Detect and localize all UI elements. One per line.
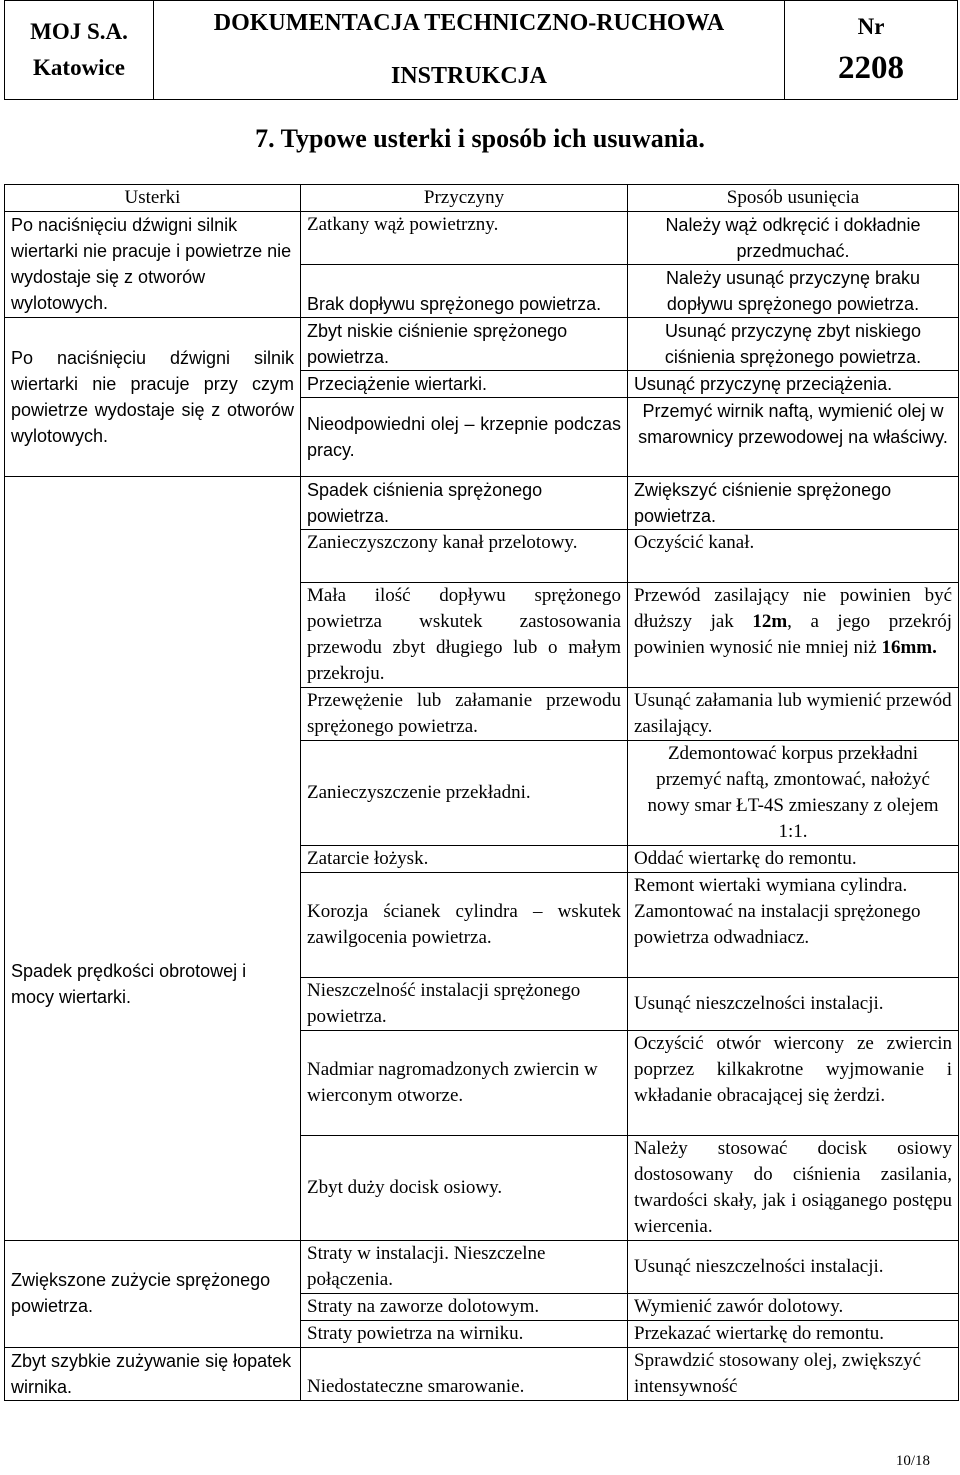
remedy-cell: Usunąć nieszczelności instalacji. <box>628 1241 959 1294</box>
table-row <box>5 212 959 265</box>
max-hose-length: 12m <box>752 611 788 632</box>
company-city: Katowice <box>33 55 125 80</box>
doc-number-cell <box>785 1 958 100</box>
fault-cell: Po naciśnięciu dźwigni silnik wiertarki nie pracuje i powietrze nie wydostaje się z otworów wylotowych. <box>5 212 301 318</box>
remedy-cell: Zdemontować korpus przekładni przemyć naftą, zmontować, nałożyć nowy smar ŁT-4S zmieszany z olejem 1:1. <box>628 741 959 846</box>
fault-cell: Po naciśnięciu dźwigni silnik wiertarki nie pracuje przy czym powietrze wydostaje się z otworów wylotowych. <box>5 318 301 477</box>
table-header-row <box>5 185 959 212</box>
remedy-cell: Usunąć przyczynę zbyt niskiego ciśnienia sprężonego powietrza. <box>628 318 959 371</box>
table-row <box>5 318 959 371</box>
doc-number: 2208 <box>838 49 904 86</box>
cause-cell: Mała ilość dopływu sprężonego powietrza wskutek zastosowania przewodu zbyt długiego lub o małym przekroju. <box>301 583 628 688</box>
document-header <box>4 0 958 100</box>
company-cell <box>5 1 154 100</box>
cause-cell: Zbyt duży docisk osiowy. <box>301 1136 628 1241</box>
remedy-cell: Oczyścić otwór wiercony ze zwiercin poprzez kilkakrotne wyjmowanie i wkładanie obracającej się żerdzi. <box>628 1031 959 1136</box>
remedy-cell: Należy stosować docisk osiowy dostosowany do ciśnienia zasilania, twardości skały, jak i osiąganego postępu wiercenia. <box>628 1136 959 1241</box>
remedy-cell: Oddać wiertarkę do remontu. <box>628 846 959 873</box>
remedy-cell: Wymienić zawór dolotowy. <box>628 1294 959 1321</box>
table-row <box>5 1241 959 1294</box>
remedy-cell: Usunąć załamania lub wymienić przewód zasilający. <box>628 688 959 741</box>
cause-cell: Nadmiar nagromadzonych zwiercin w wierconym otworze. <box>301 1031 628 1136</box>
doc-title-cell <box>154 1 785 100</box>
remedy-cell: Usunąć nieszczelności instalacji. <box>628 978 959 1031</box>
remedy-cell: Przekazać wiertarkę do remontu. <box>628 1321 959 1348</box>
remedy-cell: Zwiększyć ciśnienie sprężonego powietrza. <box>628 477 959 530</box>
cause-cell: Zbyt niskie ciśnienie sprężonego powietrza. <box>301 318 628 371</box>
doc-number-label: Nr <box>857 13 885 39</box>
doc-title: DOKUMENTACJA TECHNICZNO-RUCHOWA <box>213 10 725 36</box>
remedy-cell: Usunąć przyczynę przeciążenia. <box>628 371 959 398</box>
remedy-cell: Należy usunąć przyczynę braku dopływu sprężonego powietrza. <box>628 265 959 318</box>
cause-cell: Nieodpowiedni olej – krzepnie podczas pracy. <box>301 398 628 477</box>
doc-subtitle: INSTRUKCJA <box>390 63 548 89</box>
remedy-cell <box>628 583 959 688</box>
remedy-cell: Sprawdzić stosowany olej, zwiększyć intensywność <box>628 1348 959 1401</box>
cause-cell: Straty powietrza na wirniku. <box>301 1321 628 1348</box>
remedy-cell: Należy wąż odkręcić i dokładnie przedmuchać. <box>628 212 959 265</box>
cause-cell: Niedostateczne smarowanie. <box>301 1348 628 1401</box>
cause-cell: Straty na zaworze dolotowym. <box>301 1294 628 1321</box>
company-name: MOJ S.A. <box>30 19 128 44</box>
min-hose-diameter: 16mm. <box>881 637 937 658</box>
column-header-faults: Usterki <box>5 185 301 212</box>
cause-cell: Nieszczelność instalacji sprężonego powietrza. <box>301 978 628 1031</box>
remedy-cell: Remont wiertaki wymiana cylindra. Zamontować na instalacji sprężonego powietrza odwadniacz. <box>628 873 959 978</box>
cause-cell: Spadek ciśnienia sprężonego powietrza. <box>301 477 628 530</box>
cause-cell: Zanieczyszczony kanał przelotowy. <box>301 530 628 583</box>
cause-cell: Zatkany wąż powietrzny. <box>301 212 628 265</box>
remedy-cell: Przemyć wirnik naftą, wymienić olej w smarownicy przewodowej na właściwy. <box>628 398 959 477</box>
column-header-causes: Przyczyny <box>301 185 628 212</box>
remedy-text: Przewód zasilający nie powinien być dłuższy jak <box>634 585 952 632</box>
column-header-remedies: Sposób usunięcia <box>628 185 959 212</box>
fault-cell: Spadek prędkości obrotowej i mocy wiertarki. <box>5 477 301 1241</box>
cause-cell: Przeciążenie wiertarki. <box>301 371 628 398</box>
remedy-text: , a jego przekrój powinien wynosić nie mniej niż <box>634 611 952 658</box>
faults-table <box>4 184 959 1401</box>
page-number: 10/18 <box>895 1453 930 1469</box>
table-row <box>5 1348 959 1401</box>
cause-cell: Przewężenie lub załamanie przewodu sprężonego powietrza. <box>301 688 628 741</box>
remedy-cell: Oczyścić kanał. <box>628 530 959 583</box>
fault-cell: Zwiększone zużycie sprężonego powietrza. <box>5 1241 301 1348</box>
cause-cell: Zatarcie łożysk. <box>301 846 628 873</box>
fault-cell: Zbyt szybkie zużywanie się łopatek wirnika. <box>5 1348 301 1401</box>
cause-cell: Straty w instalacji. Nieszczelne połączenia. <box>301 1241 628 1294</box>
table-row <box>5 477 959 530</box>
cause-cell: Brak dopływu sprężonego powietrza. <box>301 265 628 318</box>
section-title: 7. Typowe usterki i sposób ich usuwania. <box>255 124 705 153</box>
cause-cell: Zanieczyszczenie przekładni. <box>301 741 628 846</box>
cause-cell: Korozja ścianek cylindra – wskutek zawilgocenia powietrza. <box>301 873 628 978</box>
